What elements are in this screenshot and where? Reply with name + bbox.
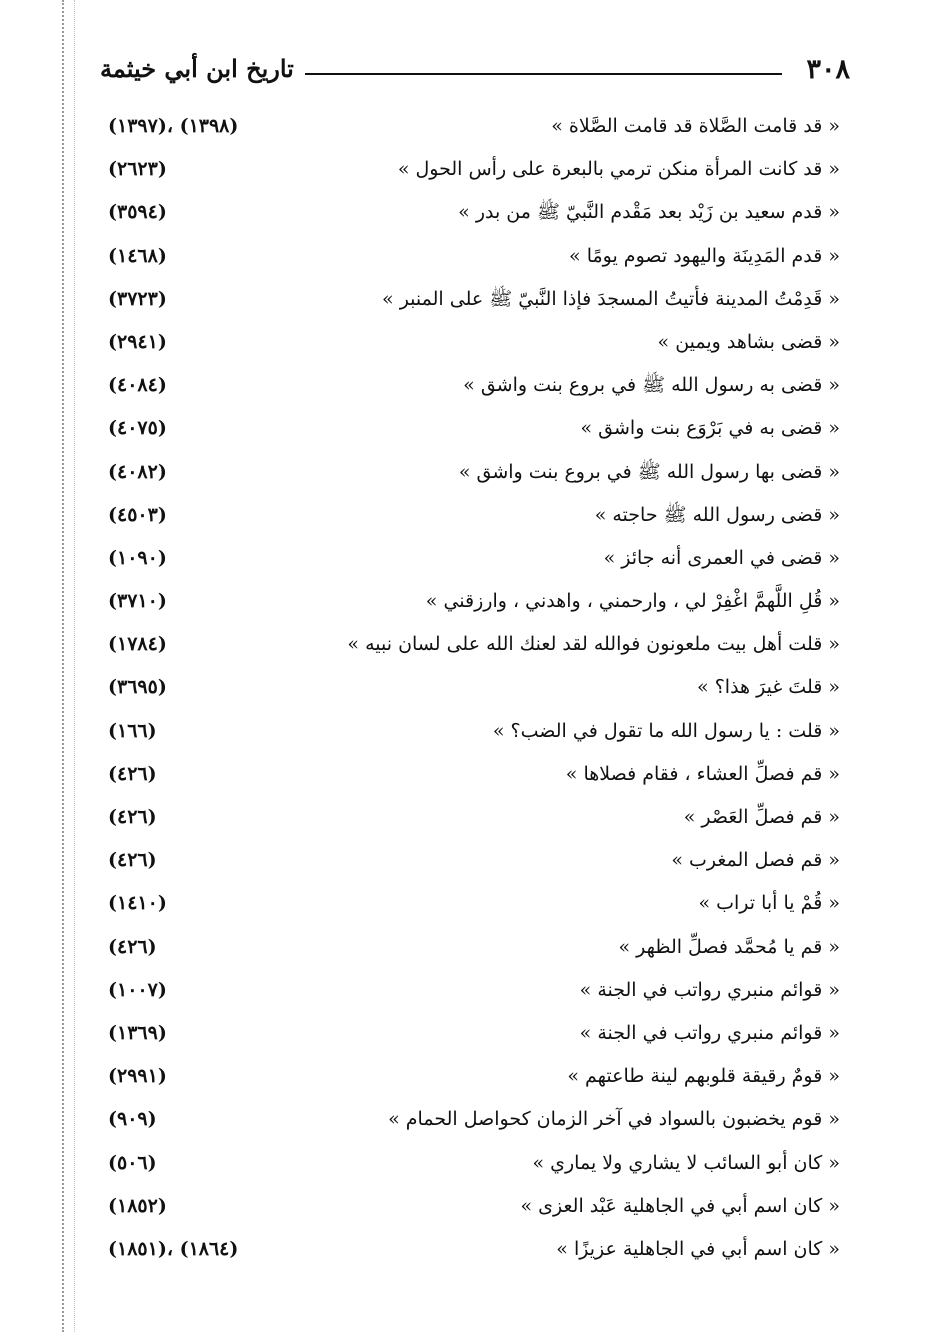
entry-text: « قد قامت الصَّلاة قد قامت الصَّلاة » <box>551 115 840 137</box>
entry-reference: (١٨٥٢) <box>108 1194 167 1217</box>
entry-reference: (١٣٩٧)، (١٣٩٨) <box>108 115 239 137</box>
list-item <box>100 1228 850 1271</box>
entry-reference: (٥٠٦) <box>108 1151 157 1174</box>
entry-text: « قضى بها رسول الله ﷺ في بروع بنت واشق » <box>458 460 840 483</box>
entry-text: « قضى به رسول الله ﷺ في بروع بنت واشق » <box>463 374 840 397</box>
entry-reference: (١٧٨٤) <box>108 633 167 656</box>
list-item <box>100 926 850 969</box>
entry-text: « قم فصلِّ العَصْر » <box>683 806 840 828</box>
entry-reference: (١٠٠٧) <box>108 978 167 1001</box>
page-header <box>100 50 850 94</box>
entry-text: « قَدِمْتُ المدينة فأتيتُ المسجدَ فإذا النَّبيّ ﷺ على المنبر » <box>382 287 840 310</box>
list-item <box>100 666 850 709</box>
entry-text: « قلت : يا رسول الله ما تقول في الضب؟ » <box>492 719 840 742</box>
list-item <box>100 451 850 494</box>
list-item <box>100 1185 850 1228</box>
entry-text: « قلتَ غيرَ هذا؟ » <box>697 676 840 699</box>
entry-reference: (٤٢٦) <box>108 849 157 872</box>
list-item <box>100 278 850 321</box>
page-number: ٣٠٨ <box>806 54 850 85</box>
entry-text: « قومٌ رقيقة قلوبهم لينة طاعتهم » <box>567 1065 840 1088</box>
entry-text: « قم فصل المغرب » <box>671 849 840 872</box>
list-item <box>100 1142 850 1185</box>
entry-text: « قُمْ يا أبا تراب » <box>698 892 840 915</box>
entry-text: « كان أبو السائب لا يشاري ولا يماري » <box>532 1151 840 1174</box>
entry-reference: (١٤٦٨) <box>108 244 167 267</box>
entry-reference: (٩٠٩) <box>108 1108 157 1131</box>
list-item <box>100 1098 850 1141</box>
entry-reference: (١٣٦٩) <box>108 1021 167 1044</box>
list-item <box>100 839 850 882</box>
entry-reference: (٢٦٢٣) <box>108 158 167 181</box>
entry-reference: (٤٢٦) <box>108 935 157 958</box>
entry-text: « قد كانت المرأة منكن ترمي بالبعرة على رأس الحول » <box>397 158 840 181</box>
binding-gutter-line <box>62 0 64 1332</box>
entry-text: « قدم المَدِينَة واليهود تصوم يومًا » <box>569 244 840 267</box>
entry-reference: (٣٥٩٤) <box>108 201 167 224</box>
entry-reference: (٤٢٦) <box>108 806 157 828</box>
list-item <box>100 580 850 623</box>
entry-reference: (٣٧٢٣) <box>108 287 167 310</box>
entry-text: « قضى به في بَرْوَع بنت واشق » <box>580 417 840 440</box>
entry-text: « قدم سعيد بن زَيْد بعد مَقْدم النَّبيّ ﷺ من بدر » <box>458 201 840 224</box>
entry-reference: (١٦٦) <box>108 719 157 742</box>
entry-reference: (٣٦٩٥) <box>108 676 167 699</box>
list-item <box>100 796 850 839</box>
list-item <box>100 969 850 1012</box>
list-item <box>100 753 850 796</box>
header-rule <box>305 73 782 75</box>
list-item <box>100 1055 850 1098</box>
entry-reference: (١٨٥١)، (١٨٦٤) <box>108 1237 239 1260</box>
list-item <box>100 235 850 278</box>
list-item <box>100 105 850 148</box>
entry-text: « قوم يخضبون بالسواد في آخر الزمان كحواصل الحمام » <box>388 1108 840 1131</box>
entry-reference: (٤٠٨٤) <box>108 374 167 397</box>
entry-text: « قلت أهل بيت ملعونون فوالله لقد لعنك الله على لسان نبيه » <box>347 633 840 656</box>
entry-text: « كان اسم أبي في الجاهلية عزيزًا » <box>556 1237 840 1260</box>
list-item <box>100 710 850 753</box>
entry-reference: (٢٩٩١) <box>108 1065 167 1088</box>
list-item <box>100 494 850 537</box>
entry-text: « قم يا مُحمَّد فصلِّ الظهر » <box>618 935 840 958</box>
entry-text: « قُلِ اللَّهمَّ اغْفِرْ لي ، وارحمني ، واهدني ، وارزقني » <box>425 590 840 613</box>
entry-reference: (١٤١٠) <box>108 892 167 915</box>
book-title: تاريخ ابن أبي خيثمة <box>100 54 294 83</box>
entry-text: « قضى بشاهد ويمين » <box>657 330 840 353</box>
list-item <box>100 623 850 666</box>
list-item <box>100 1012 850 1055</box>
entry-reference: (٢٩٤١) <box>108 330 167 353</box>
list-item <box>100 407 850 450</box>
entry-text: « قضى رسول الله ﷺ حاجته » <box>594 503 840 526</box>
list-item <box>100 364 850 407</box>
hadith-index-list <box>100 105 850 1271</box>
entry-reference: (٤٠٨٢) <box>108 460 167 483</box>
entry-reference: (٤٢٦) <box>108 762 157 785</box>
entry-text: « قضى في العمرى أنه جائز » <box>603 546 840 569</box>
list-item <box>100 191 850 234</box>
list-item <box>100 882 850 925</box>
list-item <box>100 148 850 191</box>
entry-text: « قم فصلِّ العشاء ، فقام فصلاها » <box>565 762 840 785</box>
list-item <box>100 321 850 364</box>
entry-text: « قوائم منبري رواتب في الجنة » <box>579 978 840 1001</box>
list-item <box>100 537 850 580</box>
entry-reference: (١٠٩٠) <box>108 546 167 569</box>
entry-reference: (٤٠٧٥) <box>108 417 167 440</box>
entry-reference: (٤٥٠٣) <box>108 503 167 526</box>
entry-text: « قوائم منبري رواتب في الجنة » <box>579 1021 840 1044</box>
entry-text: « كان اسم أبي في الجاهلية عَبْد العزى » <box>520 1194 840 1217</box>
entry-reference: (٣٧١٠) <box>108 590 167 613</box>
binding-gutter-line-inner <box>74 0 75 1332</box>
